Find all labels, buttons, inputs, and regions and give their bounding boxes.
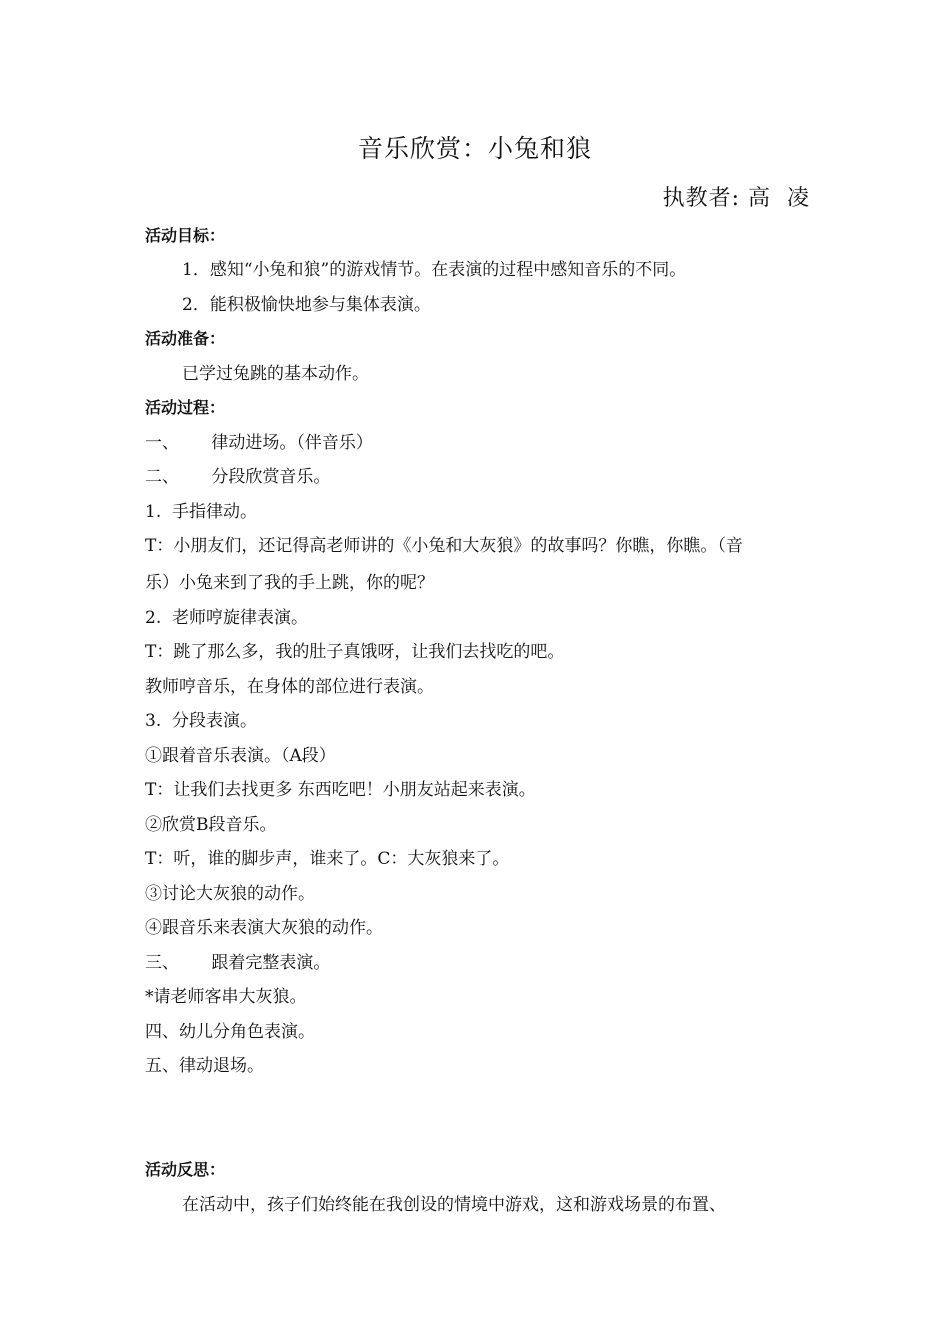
- circled-item-4: ④跟音乐来表演大灰狼的动作。: [145, 918, 383, 938]
- goals-heading: 活动目标：: [145, 226, 226, 245]
- teacher-line-4: T：听，谁的脚步声，谁来了。C：大灰狼来了。: [145, 849, 510, 869]
- note-line: *请老师客串大灰狼。: [145, 987, 307, 1007]
- teacher-line-1a: T：小朋友们，还记得高老师讲的《小兔和大灰狼》的故事吗？你瞧，你瞧。（音: [145, 536, 743, 556]
- reflect-heading: 活动反思：: [145, 1160, 226, 1179]
- teacher-line-2b: 教师哼音乐，在身体的部位进行表演。: [145, 677, 434, 697]
- sub-step-2: 2. 老师哼旋律表演。: [145, 608, 309, 628]
- goal-item-2: 2．能积极愉快地参与集体表演。: [182, 295, 431, 315]
- prep-heading: 活动准备：: [145, 329, 226, 348]
- process-step-3: 三、 跟着完整表演。: [145, 953, 331, 973]
- document-title: 音乐欣赏：小兔和狼: [357, 134, 592, 163]
- process-step-1: 一、 律动进场。（伴音乐）: [145, 433, 373, 453]
- teacher-line-3: T：让我们去找更多 东西吃吧！小朋友站起来表演。: [145, 780, 536, 800]
- process-step-4: 四、幼儿分角色表演。: [145, 1022, 315, 1042]
- teacher-line-1b: 乐）小兔来到了我的手上跳，你的呢？: [145, 573, 434, 593]
- circled-item-1: ①跟着音乐表演。（A段）: [145, 746, 336, 766]
- teacher-line-2: T：跳了那么多，我的肚子真饿呀，让我们去找吃的吧。: [145, 642, 565, 662]
- circled-item-3: ③讨论大灰狼的动作。: [145, 884, 315, 904]
- circled-item-2: ②欣赏B段音乐。: [145, 815, 277, 835]
- reflect-text: 在活动中，孩子们始终能在我创设的情境中游戏，这和游戏场景的布置、: [182, 1195, 726, 1215]
- process-step-2: 二、 分段欣赏音乐。: [145, 467, 331, 487]
- process-step-5: 五、律动退场。: [145, 1056, 264, 1076]
- author-line: 执教者: 高 凌: [662, 186, 810, 211]
- goal-item-1: 1．感知“小兔和狼”的游戏情节。在表演的过程中感知音乐的不同。: [182, 260, 687, 280]
- sub-step-3: 3. 分段表演。: [145, 711, 258, 731]
- sub-step-1: 1. 手指律动。: [145, 502, 258, 522]
- prep-text: 已学过兔跳的基本动作。: [182, 364, 369, 384]
- process-heading: 活动过程：: [145, 398, 226, 417]
